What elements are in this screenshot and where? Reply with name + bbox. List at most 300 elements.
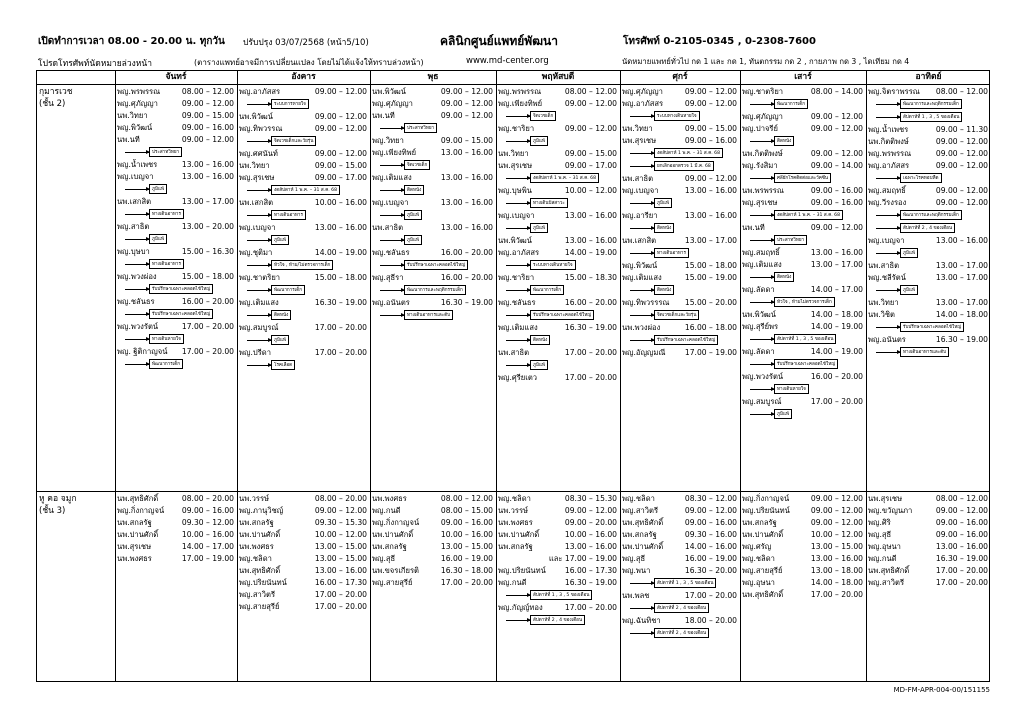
doctor-entry: [740, 222, 866, 234]
doctor-name: พญ.พวงรัตน์: [117, 322, 159, 331]
doctor-entry: [237, 172, 370, 184]
phone-number: โทรศัพท์ 0-2105-0345 , 0-2308-7600: [623, 36, 816, 47]
specialty-note: [115, 308, 237, 321]
doctor-entry: [237, 247, 370, 259]
time-range: 09.30 – 16.00: [684, 530, 737, 539]
doctor-name: นพ.กิตติพงษ์: [742, 149, 783, 158]
doctor-name: นพ.สาธิต: [498, 348, 530, 357]
doctor-name: นพ.สุทธิศักดิ์: [117, 494, 159, 503]
arrow-icon: [380, 190, 404, 191]
day-schedule: [866, 493, 991, 589]
doctor-name: นพ.วิทยา: [239, 161, 270, 170]
time-range: 10.00 – 16.00: [564, 530, 617, 539]
doctor-name: พญ.สมบูรณ์: [239, 323, 279, 332]
time-range: 08.30 – 15.30: [564, 494, 617, 503]
time-range: 08.00 – 20.00: [181, 494, 234, 503]
time-range: 13.00 – 16.00: [564, 236, 617, 245]
specialty-note: [115, 358, 237, 371]
time-range: 14.00 – 19.00: [314, 248, 367, 257]
doctor-name: พญ.สุธี: [868, 530, 892, 539]
doctor-name: พญ.ปริยนันทน์: [239, 578, 287, 587]
doctor-entry: [237, 160, 370, 172]
arrow-icon: [247, 315, 271, 316]
specialty-note: [496, 334, 620, 347]
specialty-note: [620, 627, 740, 640]
doctor-name: พญ.พนา: [622, 566, 651, 575]
specialty-note: [866, 98, 991, 111]
doctor-name: นพ.สาธิต: [622, 174, 654, 183]
time-range: 09.00 – 17.00: [564, 161, 617, 170]
doctor-name: พญ.เติมแสง: [239, 298, 279, 307]
doctor-name: พญ.กิ่งกาญจน์: [117, 506, 165, 515]
specialty-label: ติดหนัง: [774, 272, 794, 282]
doctor-entry: [740, 247, 866, 259]
doctor-name: พญ.ศรัญ: [742, 542, 772, 551]
doctor-name: พญ.พวงผ่อง: [117, 272, 157, 281]
day-schedule: [370, 86, 496, 322]
doctor-entry: [866, 297, 991, 309]
specialty-note: [237, 259, 370, 272]
doctor-entry: [237, 111, 370, 123]
specialty-note: [237, 359, 370, 372]
doctor-name: นพ.เสกสิต: [239, 198, 274, 207]
specialty-label: รับปรึกษาเฉพาะคลอดไข้ใหญ่: [900, 322, 964, 332]
doctor-name: พญ.ชาริยา: [498, 124, 535, 133]
doctor-entry: [370, 135, 496, 147]
specialty-label: ภูมิแพ้: [654, 198, 672, 208]
specialty-label: พัฒนาการและพฤติกรรมเด็ก: [900, 210, 962, 220]
time-range: 10.00 – 16.00: [181, 530, 234, 539]
time-range: 13.00 – 16.00: [440, 148, 493, 157]
arrow-icon: [750, 389, 774, 390]
schedule-table: [36, 70, 990, 682]
doctor-name: พญ.เบญจา: [498, 211, 535, 220]
doctor-name: พญ.เพียงทิพย์: [372, 148, 417, 157]
doctor-name: นพ.สกลรัฐ: [622, 530, 657, 539]
arrow-icon: [125, 289, 149, 290]
specialty-label: ประสาทวิทยา: [149, 147, 182, 157]
arrow-icon: [380, 165, 404, 166]
specialty-note: [620, 110, 740, 123]
call-note: โปรดโทรศัพท์นัดหมายล่วงหน้า: [38, 59, 152, 69]
doctor-entry: [740, 309, 866, 321]
specialty-label: ภูมิแพ้: [271, 235, 289, 245]
specialty-note: [866, 222, 991, 235]
doctor-entry: [115, 171, 237, 183]
doctor-entry: [740, 505, 866, 517]
specialty-label: สัปดาห์ที่ 2 , 4 ของเดือน: [654, 628, 709, 638]
doctor-name: พญ.ชลีรัตน์: [868, 273, 906, 282]
time-range: 13.00 – 16.00: [314, 223, 367, 232]
specialty-note: [620, 222, 740, 235]
specialty-note: [496, 284, 620, 297]
time-range: 17.00 – 20.00: [564, 348, 617, 357]
doctor-entry: [496, 272, 620, 284]
specialty-note: [740, 135, 866, 148]
doctor-entry: [496, 577, 620, 589]
doctor-name: นพ.พิวัฒน์: [239, 112, 273, 121]
doctor-name: พญ.ลัดดา: [742, 285, 775, 294]
doctor-name: นพ.สกลรัฐ: [372, 542, 407, 551]
time-range: 13.00 – 16.00: [684, 211, 737, 220]
row-divider: [37, 491, 989, 492]
time-range: 08.00 – 12.00: [564, 87, 617, 96]
doctor-name: นพ.พงศธร: [372, 494, 407, 503]
time-range: 13.00 – 15.00: [810, 542, 863, 551]
arrow-icon: [750, 414, 774, 415]
specialty-note: [237, 98, 370, 111]
time-range: 13.00 – 16.00: [935, 236, 988, 245]
doctor-entry: [866, 148, 991, 160]
doctor-entry: [237, 553, 370, 565]
time-range: 16.30 – 19.00: [935, 335, 988, 344]
time-range: 09.00 – 20.00: [564, 518, 617, 527]
doctor-entry: [115, 134, 237, 146]
time-range: 13.00 – 16.00: [684, 186, 737, 195]
doctor-entry: [866, 541, 991, 553]
doctor-entry: [620, 210, 740, 222]
doctor-entry: [496, 86, 620, 98]
doctor-name: พญ.เบญจา: [372, 198, 409, 207]
specialty-note: [237, 184, 370, 197]
doctor-entry: [496, 493, 620, 505]
doctor-name: นพ.กิตติพงษ์: [868, 137, 909, 146]
time-range: 09.00 – 12.00: [684, 99, 737, 108]
doctor-name: นพ.พิวัฒน์: [372, 87, 406, 96]
doctor-name: นพ.สกลรัฐ: [117, 518, 152, 527]
doctor-name: นพ.สาธิต: [372, 223, 404, 232]
doctor-name: นพ.สุรเชษ: [498, 161, 533, 170]
specialty-note: [115, 183, 237, 196]
doctor-entry: [866, 124, 991, 136]
time-range: 13.00 – 16.00: [181, 160, 234, 169]
doctor-entry: [115, 553, 237, 565]
day-schedule: [620, 493, 740, 640]
time-range: 09.00 – 12.00: [935, 149, 988, 158]
doctor-name: นพ.ปานศักดิ์: [622, 542, 664, 551]
specialty-note: [620, 197, 740, 210]
time-range: 09.00 – 12.00: [314, 87, 367, 96]
doctor-entry: [740, 123, 866, 135]
doctor-entry: [370, 577, 496, 589]
doctor-entry: [866, 160, 991, 172]
doctor-entry: [620, 347, 740, 359]
doctor-name: พญ.สมบูรณ์: [742, 397, 782, 406]
time-range: 09.00 – 12.00: [810, 506, 863, 515]
doctor-entry: [620, 553, 740, 565]
time-range: 16.30 – 18.00: [440, 566, 493, 575]
time-range: 09.00 – 16.00: [181, 506, 234, 515]
time-range: 14.00 – 19.00: [810, 347, 863, 356]
specialty-label: ยกเลิกออกตรวจ 1 มี.ค. 68: [654, 161, 714, 171]
doctor-name: พญ.เบญจา: [117, 172, 154, 181]
doctor-name: พญ.ชลิดา: [239, 554, 272, 563]
doctor-entry: [740, 346, 866, 358]
doctor-entry: [496, 505, 620, 517]
doctor-entry: [740, 565, 866, 577]
arrow-icon: [630, 203, 654, 204]
doctor-name: พญ.ขวัญนภา: [868, 506, 913, 515]
doctor-name: พญ.ศุภัญญา: [117, 99, 158, 108]
time-range: 14.00 – 18.00: [935, 310, 988, 319]
specialty-note: [370, 284, 496, 297]
specialty-note: [496, 359, 620, 372]
arrow-icon: [380, 240, 404, 241]
doctor-name: พญ.เบญจา: [868, 236, 905, 245]
specialty-note: [740, 408, 866, 421]
doctor-name: พญ.ศุภัญญา: [742, 112, 783, 121]
specialty-label: สัปดาห์ที่ 1 , 3 , 5 ของเดือน: [530, 590, 592, 600]
time-range: 17.00 – 20.00: [314, 602, 367, 611]
doctor-name: พญ.สาธิต: [117, 222, 150, 231]
doctor-name: พญ.ชลิดา: [622, 494, 655, 503]
specialty-note: [740, 271, 866, 284]
doctor-name: พญ.น้ำเพชร: [868, 125, 909, 134]
specialty-note: [496, 197, 620, 210]
doctor-entry: [620, 493, 740, 505]
doctor-entry: [740, 321, 866, 333]
doctor-name: นพ.พรพรรณ: [742, 186, 784, 195]
doctor-entry: [866, 235, 991, 247]
time-range: 09.00 – 12.00: [564, 506, 617, 515]
doctor-entry: [740, 541, 866, 553]
specialty-label: รับปรึกษาเฉพาะคลอดไข้ใหญ่: [654, 335, 718, 345]
time-range: 08.30 – 12.00: [684, 494, 737, 503]
time-range: 09.00 – 16.00: [684, 518, 737, 527]
time-range: 10.00 – 12.00: [810, 530, 863, 539]
doctor-entry: [496, 210, 620, 222]
doctor-name: พญ.สาวิตรี: [239, 590, 276, 599]
time-range: 13.00 – 15.00: [314, 542, 367, 551]
doctor-entry: [370, 110, 496, 122]
arrow-icon: [630, 340, 654, 341]
doctor-entry: [866, 529, 991, 541]
doctor-entry: [620, 590, 740, 602]
time-range: 16.30 – 19.00: [935, 554, 988, 563]
doctor-name: นพ.เสกสิต: [622, 236, 657, 245]
doctor-name: พญ.ภานุวิชญ์: [239, 506, 284, 515]
specialty-note: [740, 333, 866, 346]
specialty-label: รับปรึกษาเฉพาะคลอดไข้ใหญ่: [149, 284, 213, 294]
time-range: 14.00 – 19.00: [810, 322, 863, 331]
time-range: 09.30 – 15.30: [314, 518, 367, 527]
doctor-entry: [237, 541, 370, 553]
time-range: 15.00 – 18.00: [181, 272, 234, 281]
time-range: 14.00 – 16.00: [684, 542, 737, 551]
specialty-note: [866, 346, 991, 359]
doctor-name: นพ.พงศธร: [117, 554, 152, 563]
arrow-icon: [750, 104, 774, 105]
doctor-name: นพ.วิชิต: [868, 310, 895, 319]
doctor-entry: [115, 529, 237, 541]
doctor-name: พญ.วิทยา: [372, 136, 404, 145]
form-code: MD-FM-APR-004-00/151155: [893, 686, 990, 694]
doctor-entry: [237, 197, 370, 209]
doctor-name: พญ.อนันตร: [372, 298, 410, 307]
doctor-entry: [370, 493, 496, 505]
doctor-entry: [237, 272, 370, 284]
arrow-icon: [125, 189, 149, 190]
time-range: 16.00 – 20.00: [440, 248, 493, 257]
specialty-label: พัฒนาการเด็ก: [149, 359, 183, 369]
doctor-name: พญ.น้ำเพชร: [117, 160, 158, 169]
specialty-note: [740, 98, 866, 111]
specialty-label: ทางเดินอาหาร: [654, 248, 689, 258]
specialty-label: ภูมิแพ้: [271, 335, 289, 345]
doctor-name: พญ.สายสุรีย์: [742, 566, 783, 575]
specialty-note: [370, 309, 496, 322]
time-range: 09.00 – 16.00: [935, 530, 988, 539]
specialty-label: ทางเดินอาหาร: [271, 210, 306, 220]
time-range: 09.00 – 12.00: [935, 137, 988, 146]
arrow-icon: [876, 327, 900, 328]
updated-date: ปรับปรุง 03/07/2568 (หน้า5/10): [243, 38, 369, 48]
time-range: 09.00 – 16.00: [810, 198, 863, 207]
doctor-entry: [496, 160, 620, 172]
doctor-entry: [866, 260, 991, 272]
specialty-label: ภูมิแพ้: [530, 223, 548, 233]
doctor-name: พญ.ปริยนันทน์: [498, 566, 546, 575]
specialty-note: [620, 247, 740, 260]
doctor-entry: [115, 159, 237, 171]
time-range: 15.00 – 20.00: [684, 298, 737, 307]
time-range: 13.00 – 16.00: [440, 173, 493, 182]
specialty-label: งดสัปดาห์ 1 พ.ค. – 31 ส.ค. 68: [530, 173, 599, 183]
doctor-entry: [237, 577, 370, 589]
arrow-icon: [247, 365, 271, 366]
time-range: 14.00 – 19.00: [564, 248, 617, 257]
schedule-change-note: (ตารางแพทย์อาจมีการเปลี่ยนแปลง โดยไม่ได้แจ้งให้ทราบล่วงหน้า): [194, 58, 424, 67]
doctor-entry: [620, 615, 740, 627]
doctor-entry: [115, 110, 237, 122]
doctor-entry: [237, 297, 370, 309]
doctor-name: พญ.กิ่งกาญจน์: [742, 494, 790, 503]
specialty-note: [115, 283, 237, 296]
doctor-name: พญ.เติมแสง: [498, 323, 538, 332]
specialty-label: ภูมิแพ้: [900, 248, 918, 258]
doctor-name: พญ.อารียา: [622, 211, 658, 220]
time-range: 17.00 – 20.00: [314, 323, 367, 332]
arrow-icon: [506, 290, 530, 291]
time-range: 17.00 – 20.00: [810, 397, 863, 406]
specialty-label: สัปดาห์ที่ 1 , 3 , 5 ของเดือน: [654, 578, 716, 588]
doctor-name: พญ.เบญจา: [239, 223, 276, 232]
doctor-entry: [866, 334, 991, 346]
day-schedule: [866, 86, 991, 359]
time-range: 09.00 – 12.00: [935, 186, 988, 195]
time-range: 16.00 – 17.30: [564, 566, 617, 575]
doctor-entry: [620, 86, 740, 98]
doctor-name: นพ.สุทธิศักดิ์: [622, 518, 664, 527]
specialty-label: พัฒนาการและพฤติกรรมเด็ก: [404, 285, 466, 295]
day-header: ศุกร์: [672, 72, 688, 82]
arrow-icon: [506, 620, 530, 621]
arrow-icon: [125, 339, 149, 340]
specialty-label: หัวใจ , ห้ามไม่ตรวจการเด็ก: [774, 297, 835, 307]
time-range: 16.30 – 19.00: [440, 298, 493, 307]
time-range: 10.00 – 16.00: [314, 198, 367, 207]
specialty-note: [496, 309, 620, 322]
doctor-entry: [496, 541, 620, 553]
specialty-note: [237, 135, 370, 148]
doctor-name: พญ.ชาตริยา: [239, 273, 281, 282]
time-range: 08.00 – 12.00: [935, 494, 988, 503]
doctor-entry: [740, 589, 866, 601]
doctor-name: พญ.สุธี: [622, 554, 646, 563]
specialty-label: ภูมิแพ้: [404, 210, 422, 220]
doctor-name: พญ.เติมแสง: [372, 173, 412, 182]
time-range: 09.00 – 15.00: [564, 149, 617, 158]
doctor-entry: [866, 493, 991, 505]
doctor-entry: [237, 529, 370, 541]
time-range: 09.00 – 12.00: [684, 506, 737, 515]
time-range: 09.00 – 12.00: [181, 135, 234, 144]
doctor-name: พญ.สุรเชษ: [239, 173, 275, 182]
specialty-label: สัปดาห์ที่ 2 , 4 ของเดือน: [654, 603, 709, 613]
time-range: 17.00 – 20.00: [314, 590, 367, 599]
doctor-name: พญ.สาวิตรี: [868, 578, 905, 587]
doctor-name: พญ.ชุติมา: [239, 248, 273, 257]
doctor-entry: [620, 541, 740, 553]
doctor-name: นพ.พลช: [622, 591, 650, 600]
time-range: 17.00 – 20.00: [181, 322, 234, 331]
website: www.md-center.org: [466, 56, 549, 66]
day-schedule: [115, 493, 237, 565]
time-range: 16.00 – 20.00: [564, 298, 617, 307]
time-range: 09.00 – 12.00: [935, 161, 988, 170]
specialty-note: [115, 208, 237, 221]
doctor-name: พญ.บุษพิน: [498, 186, 532, 195]
specialty-label: จิตเวชเด็ก: [530, 111, 556, 121]
specialty-label: พัฒนาการเด็ก: [530, 285, 564, 295]
time-range: 08.00 – 12.00: [181, 87, 234, 96]
time-range: 15.00 – 19.00: [684, 273, 737, 282]
specialty-note: [740, 383, 866, 396]
doctor-entry: [237, 505, 370, 517]
doctor-name: พญ.สุรเชษ: [742, 198, 778, 207]
day-schedule: [237, 86, 370, 372]
time-range: 09.00 – 12.00: [314, 506, 367, 515]
arrow-icon: [247, 215, 271, 216]
doctor-name: พญ.ชลันธร: [117, 297, 155, 306]
time-range: 09.00 – 15.00: [684, 124, 737, 133]
time-range: 09.00 – 12.00: [314, 149, 367, 158]
arrow-icon: [506, 365, 530, 366]
doctor-entry: [237, 589, 370, 601]
specialty-note: [496, 589, 620, 602]
doctor-entry: [620, 135, 740, 147]
doctor-name: พญ. ฐิติกาญจน์: [117, 347, 168, 356]
doctor-entry: [370, 247, 496, 259]
specialty-note: [866, 209, 991, 222]
arrow-icon: [506, 595, 530, 596]
time-range: 14.00 – 17.00: [810, 285, 863, 294]
time-range: 17.00 – 20.00: [564, 603, 617, 612]
doctor-name: นพ.สกลรัฐ: [742, 518, 777, 527]
doctor-entry: [370, 86, 496, 98]
doctor-entry: [496, 123, 620, 135]
time-range: 08.00 – 20.00: [314, 494, 367, 503]
specialty-note: [620, 334, 740, 347]
doctor-entry: [740, 160, 866, 172]
doctor-name: นพ.ปานศักดิ์: [117, 530, 159, 539]
specialty-label: สัปดาห์ที่ 2 , 4 ของเดือน: [530, 615, 585, 625]
doctor-name: พญ.กิ่งกาญจน์: [372, 518, 420, 527]
doctor-name: นพ.นที: [742, 223, 765, 232]
doctor-entry: [496, 185, 620, 197]
time-range: 16.00 – 20.00: [181, 297, 234, 306]
time-range: 13.00 – 17.00: [810, 260, 863, 269]
